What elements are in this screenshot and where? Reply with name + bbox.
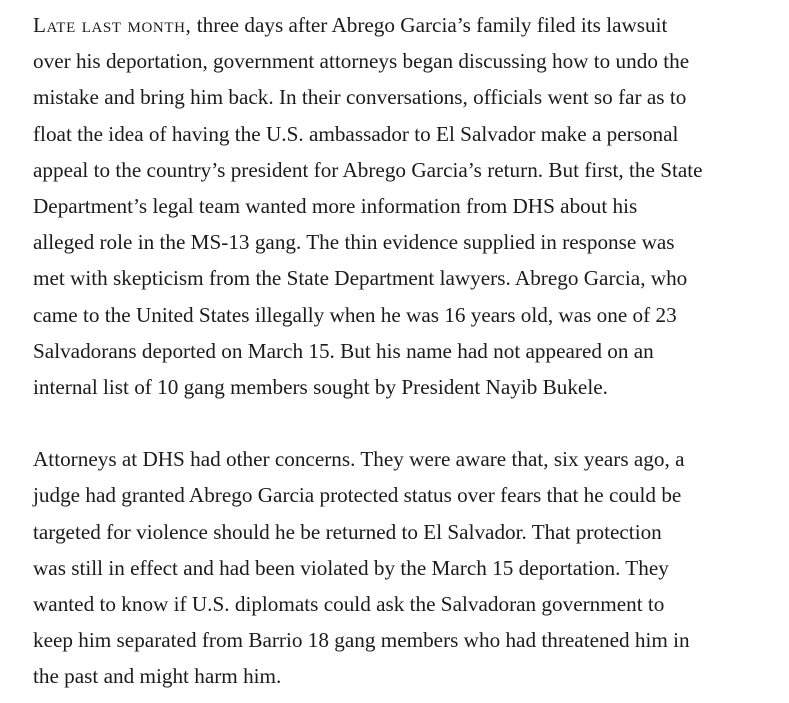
text-line: keep him separated from Barrio 18 gang members who had threatened him in [33,628,690,653]
paragraph-2 [33,441,773,694]
text-line: met with skepticism from the State Department lawyers. Abrego Garcia, who [33,266,688,291]
text-line: alleged role in the MS-13 gang. The thin evidence supplied in response was [33,230,675,255]
text-line: mistake and bring him back. In their conversations, officials went so far as to [33,85,687,110]
text-line: float the idea of having the U.S. ambassador to El Salvador make a personal [33,121,679,146]
text-line: the past and might harm him. [33,664,282,689]
text-line: came to the United States illegally when he was 16 years old, was one of 23 [33,302,677,327]
text-line: Salvadorans deported on March 15. But his name had not appeared on an [33,338,654,363]
text-line: over his deportation, government attorneys began discussing how to undo the [33,49,690,74]
text-line: targeted for violence should he be returned to El Salvador. That protection [33,519,662,544]
text-line: judge had granted Abrego Garcia protected status over fears that he could be [33,483,682,508]
text-line: was still in effect and had been violated by the March 15 deportation. They [33,555,669,580]
text-line: appeal to the country’s president for Abrego Garcia’s return. But first, the State [33,157,703,182]
line-text: three days after Abrego Garcia’s family filed its lawsuit [191,13,668,37]
paragraph-1 [33,7,773,405]
article-body [33,7,773,695]
lead-in: Late last month, [33,13,192,37]
text-line [33,7,773,43]
text-line: wanted to know if U.S. diplomats could ask the Salvadoran government to [33,592,665,617]
text-line: internal list of 10 gang members sought by President Nayib Bukele. [33,375,608,400]
text-line: Department’s legal team wanted more information from DHS about his [33,194,638,219]
text-line: Attorneys at DHS had other concerns. They were aware that, six years ago, a [33,447,685,472]
